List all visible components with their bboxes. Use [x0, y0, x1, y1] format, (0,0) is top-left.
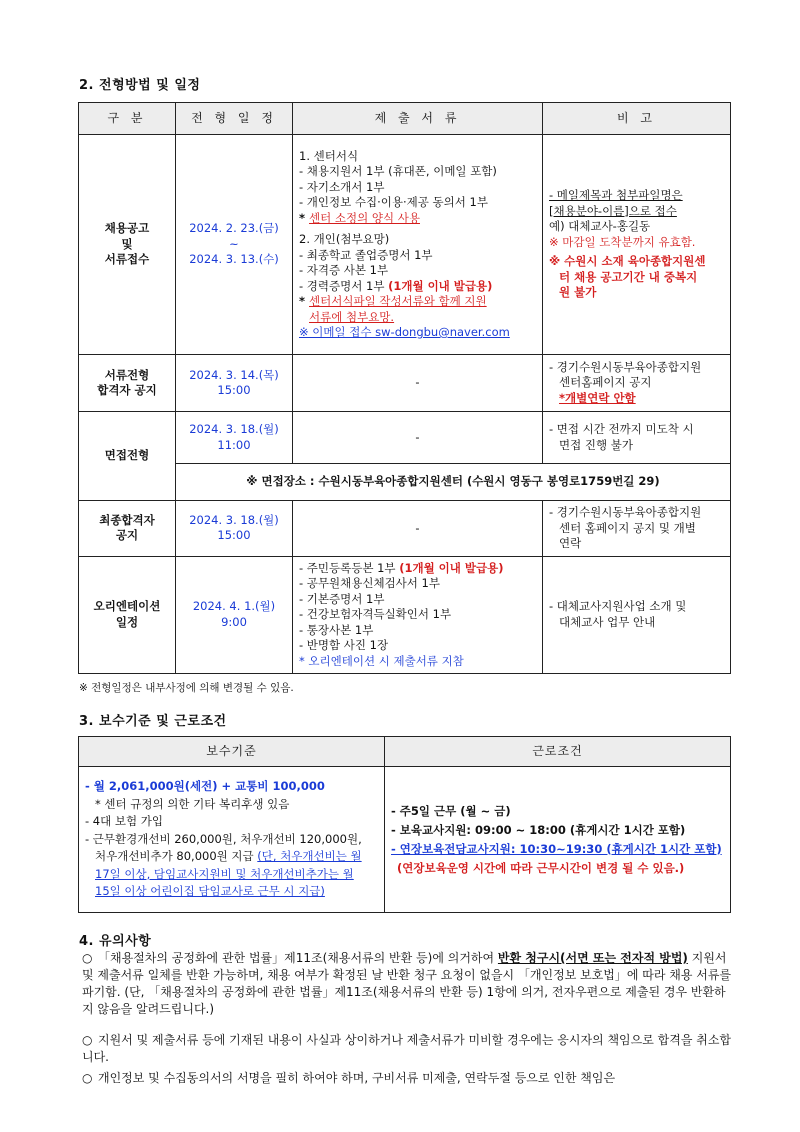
category-line: 일정	[115, 614, 139, 629]
note-line: - 경기수원시동부육아종합지원	[549, 505, 702, 519]
pay-line: - 4대 보험 가입	[85, 814, 163, 829]
table-row	[79, 355, 731, 412]
doc-line: - 최종학교 졸업증명서 1부	[299, 247, 433, 262]
doc-line: 1. 센터서식	[299, 148, 359, 163]
category-cell	[79, 355, 176, 412]
doc-line: - 자기소개서 1부	[299, 179, 385, 194]
notes-cell	[543, 501, 731, 557]
caution-item: ○ 개인정보 및 수집동의서의 서명을 필히 하여야 하며, 구비서류 미제출, 연락두절 등으로 인한 책임은	[82, 1071, 616, 1085]
table-row	[79, 556, 731, 674]
note-line: 예) 대체교사-홍길동	[549, 219, 651, 234]
category-line: 서류전형	[104, 367, 150, 382]
doc-line: - 통장사본 1부	[299, 622, 374, 637]
pay-conditions-table	[78, 736, 731, 913]
note-line: [채용분야-이름]으로 접수	[549, 203, 677, 218]
note-line: - 면접 시간 전까지 미도착 시	[549, 422, 694, 436]
category-cell	[79, 501, 176, 557]
bullet-icon: ○	[82, 951, 93, 965]
note-line: - 경기수원시동부육아종합지원	[549, 359, 702, 374]
documents-cell	[293, 556, 543, 674]
pay-line: - 월 2,061,000원(세전) + 교통비 100,000	[85, 779, 325, 794]
note-line: - 대체교사지원사업 소개 및	[549, 599, 687, 614]
note-line: ※ 수원시 소재 육아종합지원센	[549, 254, 706, 269]
section3-title: 3. 보수기준 및 근로조건	[79, 714, 227, 729]
category-cell: 면접전형	[79, 412, 176, 501]
schedule-date: 2024. 3. 18.(월)	[189, 512, 279, 527]
caution-item: ○ 「채용절차의 공정화에 관한 법률」제11조(채용서류의 반환 등)에 의거하여 반환 청구시(서면 또는 전자적 방법) 지원서 및 제출서류 일체를 반환 가능하며, 채용 여부가 확정된 날 반환 청구 요청이 없을시 「개인정보 보호법」에 따라 채용 서류를 파기함. (단, 「채용절차의 공정화에 관한 법률」제11조(채용서류의 반환 등) 1항에 의거, 전자우편으로 제출된 경우 반환하지 않음을 알려드립니다.)	[82, 951, 732, 1016]
notes-cell	[543, 135, 731, 355]
doc-line: 2. 개인(첨부요망)	[299, 232, 390, 246]
doc-line: - 기본증명서 1부	[299, 591, 385, 606]
schedule-date: 2024. 3. 14.(목)	[189, 367, 279, 382]
doc-line: - 자격증 사본 1부	[299, 263, 389, 277]
documents-cell	[293, 135, 543, 355]
table-row	[79, 412, 731, 464]
notes-cell	[543, 412, 731, 464]
header-schedule: 전 형 일 정	[176, 103, 293, 135]
bullet-icon: ○	[82, 1071, 93, 1085]
category-cell	[79, 135, 176, 355]
section4-title: 4. 유의사항	[79, 934, 152, 949]
doc-line: * 센터 소정의 양식 사용	[299, 210, 420, 225]
category-cell	[79, 556, 176, 674]
table-row	[79, 464, 731, 501]
table-row	[79, 767, 731, 913]
doc-line: - 공무원채용신체검사서 1부	[299, 576, 440, 590]
doc-line: * 센터서식파일 작성서류와 함께 지원	[299, 294, 487, 308]
schedule-date: 2024. 3. 18.(월)	[189, 422, 279, 436]
doc-line: - 건강보험자격득실확인서 1부	[299, 607, 452, 621]
work-line: - 보육교사지원: 09:00 ~ 18:00 (휴게시간 1시간 포함)	[391, 822, 686, 837]
work-line: - 연장보육전담교사지원: 10:30~19:30 (휴게시간 1시간 포함)	[391, 841, 722, 856]
header-work: 근로조건	[385, 737, 731, 767]
section2-title: 2. 전형방법 및 일정	[79, 78, 201, 93]
category-line: 합격자 공지	[97, 383, 157, 397]
schedule-cell	[176, 501, 293, 557]
note-line: 센터홈페이지 공지	[559, 375, 652, 390]
schedule-tilde: ~	[229, 236, 239, 251]
category-line: 및	[121, 236, 133, 251]
schedule-date: 2024. 2. 23.(금)	[189, 221, 279, 236]
header-pay: 보수기준	[79, 737, 385, 767]
schedule-date: 2024. 4. 1.(월)	[192, 599, 276, 614]
email-link[interactable]: ※ 이메일 접수 sw-dongbu@naver.com	[299, 325, 510, 339]
category-line: 공지	[115, 528, 139, 543]
doc-line: - 채용지원서 1부 (휴대폰, 이메일 포함)	[299, 164, 497, 178]
note-line: *개별연락 안함	[559, 390, 636, 405]
note-line: - 메일제목과 첨부파일명은	[549, 188, 683, 203]
doc-line: - 반명함 사진 1장	[299, 638, 389, 652]
pay-line: 17일 이상, 담임교사지원비 및 처우개선비추가는 월	[95, 866, 354, 881]
pay-line: 처우개선비추가 80,000원 지급 (단, 처우개선비는 월	[95, 849, 362, 864]
note-line: 터 채용 공고기간 내 중복지	[559, 269, 698, 284]
note-line: 면접 진행 불가	[559, 437, 633, 452]
work-cell	[385, 767, 731, 913]
schedule-cell	[176, 135, 293, 355]
table-row	[79, 501, 731, 557]
documents-cell: -	[293, 501, 543, 557]
doc-line: - 주민등록등본 1부 (1개월 이내 발급용)	[299, 560, 504, 575]
pay-cell	[79, 767, 385, 913]
note-line: 연락	[559, 536, 582, 550]
header-category: 구 분	[79, 103, 176, 135]
schedule-table	[78, 102, 731, 674]
category-line: 서류접수	[104, 252, 150, 267]
note-line: 대체교사 업무 안내	[559, 614, 656, 629]
notes-cell	[543, 355, 731, 412]
doc-line: - 개인정보 수집·이용·제공 동의서 1부	[299, 195, 488, 209]
note-line: ※ 마감일 도착분까지 유효함.	[549, 234, 696, 249]
documents-cell: -	[293, 412, 543, 464]
work-line: (연장보육운영 시간에 따라 근무시간이 변경 될 수 있음.)	[397, 860, 685, 875]
category-line: 채용공고	[104, 221, 150, 236]
doc-line: - 경력증명서 1부 (1개월 이내 발급용)	[299, 278, 493, 293]
work-line: - 주5일 근무 (월 ~ 금)	[391, 803, 511, 818]
bullet-icon: ○	[82, 1033, 93, 1047]
schedule-footnote: ※ 전형일정은 내부사정에 의해 변경될 수 있음.	[79, 682, 294, 694]
schedule-cell	[176, 556, 293, 674]
doc-line: 서류에 첨부요망.	[309, 309, 395, 324]
documents-cell: -	[293, 355, 543, 412]
pay-line: 15일 이상 어린이집 담임교사로 근무 시 지급)	[95, 884, 325, 899]
caution-item: ○ 지원서 및 제출서류 등에 기재된 내용이 사실과 상이하거나 제출서류가 미비할 경우에는 응시자의 책임으로 합격을 취소합니다.	[82, 1033, 732, 1064]
doc-line: * 오리엔테이션 시 제출서류 지참	[299, 653, 464, 668]
category-line: 오리엔테이션	[93, 599, 161, 614]
pay-line: * 센터 규정의 의한 기타 복리후생 있음	[95, 796, 290, 811]
table-row	[79, 135, 731, 355]
schedule-time: 11:00	[217, 437, 251, 452]
schedule-date: 2024. 3. 13.(수)	[189, 252, 279, 267]
schedule-time: 15:00	[217, 383, 251, 397]
interview-location: ※ 면접장소 : 수원시동부육아종합지원센터 (수원시 영동구 봉영로1759번길 29)	[176, 464, 731, 501]
notes-cell	[543, 556, 731, 674]
pay-line: - 근무환경개선비 260,000원, 처우개선비 120,000원,	[85, 831, 362, 846]
note-line: 센터 홈페이지 공지 및 개별	[559, 520, 696, 535]
schedule-cell	[176, 355, 293, 412]
note-line: 원 불가	[559, 285, 597, 300]
header-documents: 제 출 서 류	[293, 103, 543, 135]
schedule-time: 15:00	[217, 528, 251, 543]
category-line: 최종합격자	[99, 512, 155, 527]
header-notes: 비 고	[543, 103, 731, 135]
schedule-cell	[176, 412, 293, 464]
schedule-time: 9:00	[221, 614, 247, 629]
